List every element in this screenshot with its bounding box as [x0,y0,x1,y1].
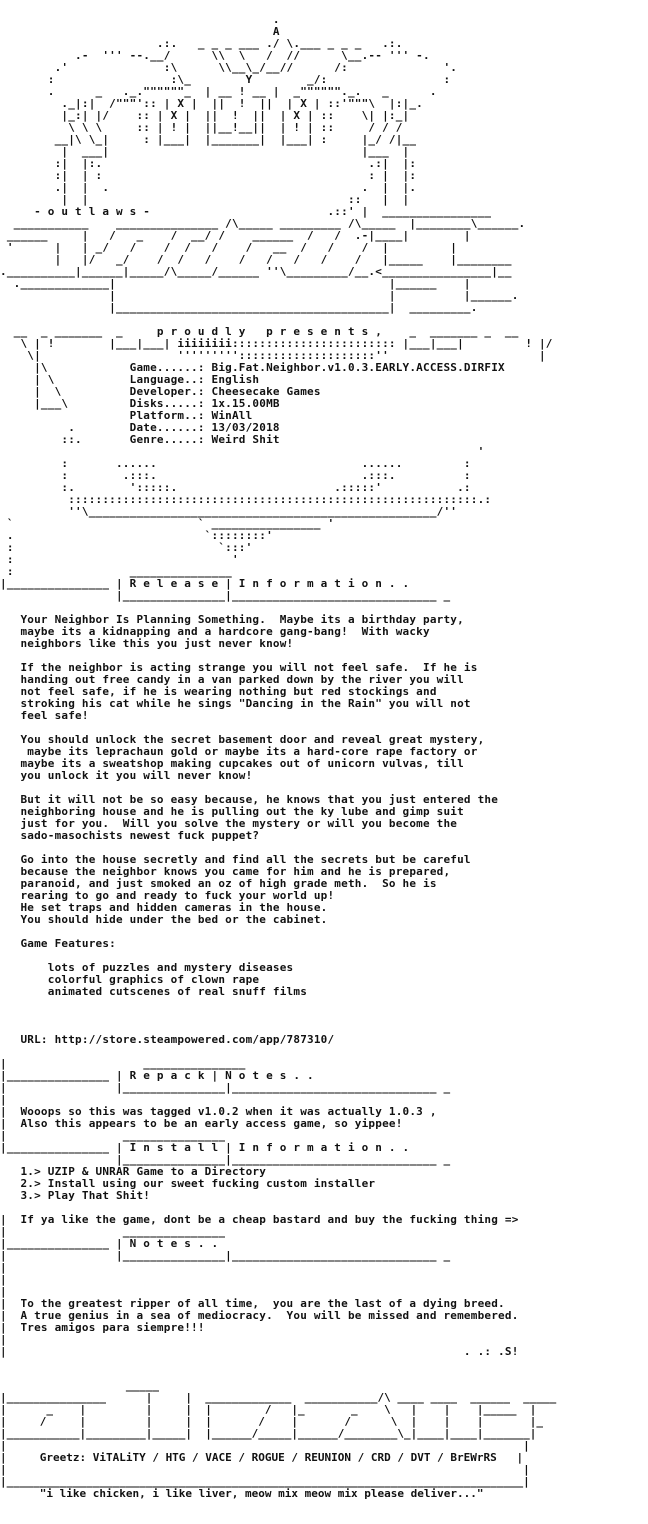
nfo-footer-banner: _____ |_______________ | | _____________ ___________/\ ____ ____ ______ _____ | _ | | | | / |_ _ \ | | |_____ | | / | | | | / | / \ | | | |_ |___________|_________|_____| |______/_____|______/________\_|____|____|_______| | | | Greetz: ViTALiTY / HTG / VACE / ROGUE / REUNION / CRD / DVT / BrEWrRS | | | |______________________________________________________________________________| "i like chicken, i like liver, meow mix meow mix please deliver..." [0,1379,557,1500]
nfo-document-body: . A .:. _ _ _ ___ ./ \.___ _ _ _ .:. .- ''' --.__/ \\ \ / // \__.-- ''' -. .' :\ \\__\_/__// /: '. : :\_ Y _/: : . _ ._.""""""_ | __ ! __ | _""""""._. _ . ._|:| /"""':: | X | || ! || | X | ::'"""\ |:|_. |_:| |/ :: | X | || ! || | X | :: \| |:_| \ \ \ :: | ! | ||__!__|| | ! | :: / / / __|\ \_| : |___| |_______| |___| : |_/ /|__ | ___| |___ | :| |:. .:| |: :| | : : | |: .| | . . | |. | | :: | | - o u t l a w s - .::' | ________________ ___________ _______________ /\_____ _________ /\_____ |________\______. ______ | / _ / __/ / ______ / / .-|____| | ' | | _/ / / / / / __ / / / | | | |/ _/ / / / / / / / / |_____ |________ .__________|______|_____/\_____/______ ''\_________/__.<________________|__ ._____________| |______ | | | |______. |________________________________________| _________. __ _ _______ _ p r o u d l y p r e s e n t s , _ _______ _ __ \ | ! |___|___| iiiiiiii:::::::::::::::::::::::: |___|___| ! |/ \| '''''''''::::::::::::::::::::'' | |\ Game......: Big.Fat.Neighbor.v1.0.3.EARLY.ACCESS.DIRFIX | \ Language..: English | \ Developer.: Cheesecake Games |___\ Disks.....: 1x.15.00MB Platform..: WinAll . Date......: 13/03/2018 ::. Genre.....: Weird Shit ' : ...... ...... : : .:::. .:::. : :. ':::::. .:::::' .: ::::::::::::::::::::::::::::::::::::::::::::::::::::::::::::.: ''\___________________________________________________/'' ` ` ________________ ' . `::::::::' : `:::' : ' : _______________ |_______________ | R e l e a s e | I n f o r m a t i o n . . |_______________|______________________________ _ Your Neighbor Is Planning Something. Maybe its a birthday party, maybe its a kidnapping and a hardcore gang-bang! With wacky neighbors like this you just never know! If the neighbor is acting strange you will not feel safe. If he is handing out free candy in a van parked down by the river you will not feel safe, if he is wearing nothing but red stockings and stroking his cat while he sings "Dancing in the Rain" you will not feel safe! You should unlock the secret basement door and reveal great mystery, maybe its leprachaun gold or maybe its a hard-core rape factory or maybe its a sweatshop making cupcakes out of unicorn vulvas, till you unlock it you will never know! But it will not be so easy because, he knows that you just entered the neighboring house and he is pulling out the ky lube and gimp suit just for you. Will you solve the mystery or will you become the sado-masochists newest fuck puppet? Go into the house secretly and find all the secrets but be careful because the neighbor knows you came for him and he is prepared, paranoid, and just smoked an oz of high grade meth. So he is rearing to go and ready to fuck your world up! He set traps and hidden cameras in the house. You should hide under the bed or the cabinet. Game Features: lots of puzzles and mystery diseases colorful graphics of clown rape animated cutscenes of real snuff films URL: http://store.steampowered.com/app/787310/ | _______________ |_______________ | R e p a c k | N o t e s . . | |_______________|______________________________ _ | | Wooops so this was tagged v1.0.2 when it was actually 1.0.3 , | Also this appears to be an early access game, so yippee! | _______________ |_______________ | I n s t a l l | I n f o r m a t i o n . . |_______________|______________________________ _ 1.> UZIP & UNRAR Game to a Directory 2.> Install using our sweet fucking custom installer 3.> Play That Shit! | If ya like the game, dont be a cheap bastard and buy the fucking thing => | _______________ |_______________ | N o t e s . . | |_______________|______________________________ _ | | | | To the greatest ripper of all time, you are the last of a dying breed. | A true genius in a sea of mediocracy. You will be missed and remembered. | Tres amigos para siempre!!! | | . .: .S! [0,14,553,1358]
